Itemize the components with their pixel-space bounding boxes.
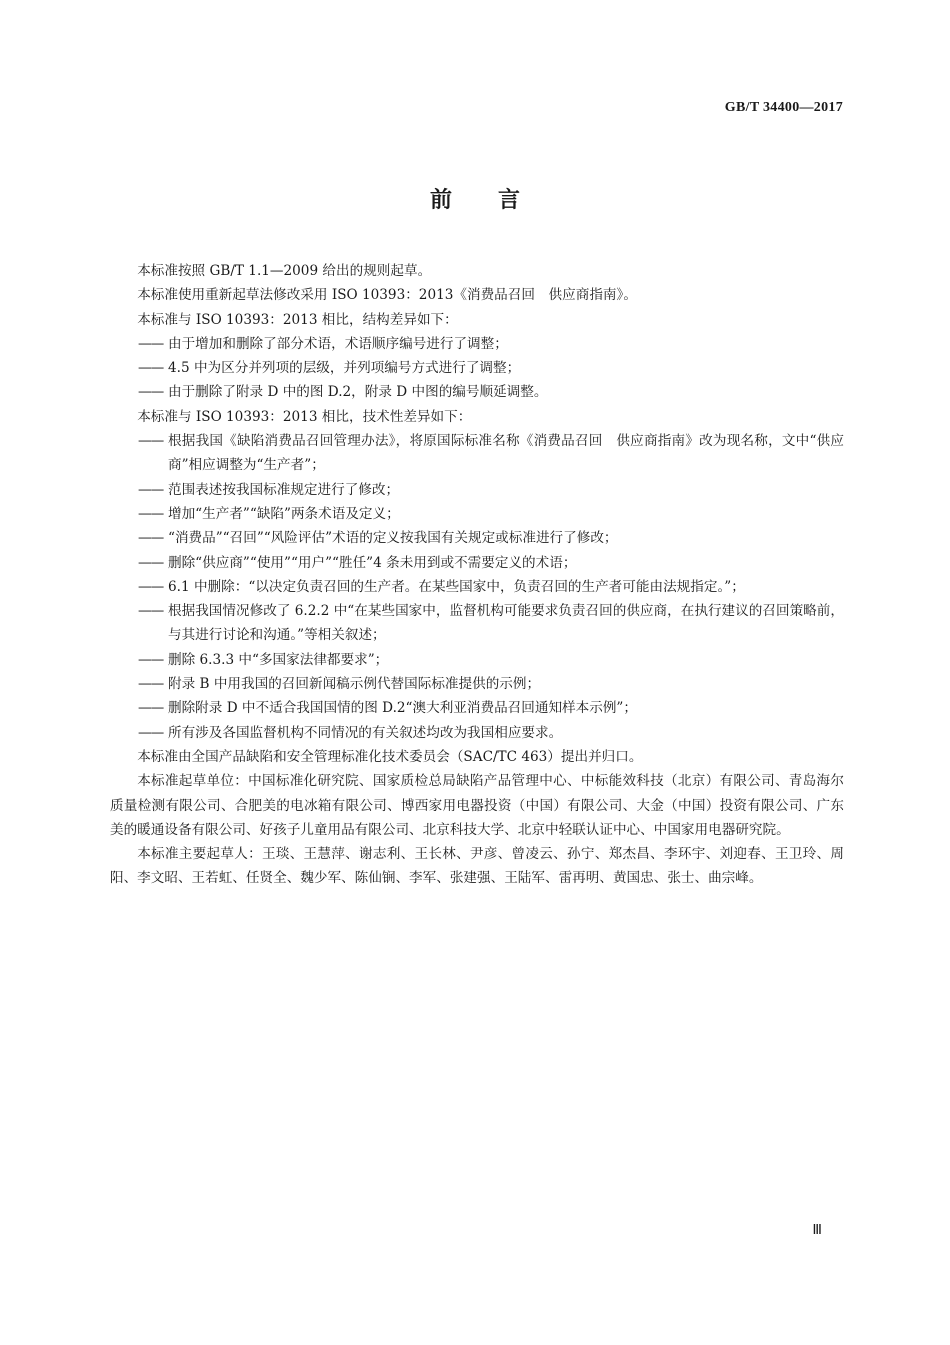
foreword-body — [110, 259, 844, 891]
paragraph-adoption: 本标准使用重新起草法修改采用 ISO 10393：2013《消费品召回 供应商指南》。 — [137, 287, 637, 304]
list-item: —— 根据我国情况修改了 6.2.2 中“在某些国家中，监督机构可能要求负责召回的供应商，在执行建议的召回策略前，与其进行讨论和沟通。”等相关叙述； — [138, 603, 844, 644]
paragraph-drafters: 本标准主要起草人：王琰、王慧萍、谢志利、王长林、尹彦、曾凌云、孙宁、郑杰昌、李环宇、刘迎春、王卫玲、周阳、李文昭、王若虹、任贤全、魏少军、陈仙锎、李军、张建强、王陆军、雷再明、黄国忠、张士、曲宗峰。 — [110, 846, 844, 887]
list-item: —— 附录 B 中用我国的召回新闻稿示例代替国际标准提供的示例； — [138, 676, 541, 693]
page-title: 前言 — [429, 188, 566, 213]
paragraph-drafting-organizations: 本标准起草单位：中国标准化研究院、国家质检总局缺陷产品管理中心、中标能效科技（北京）有限公司、青岛海尔质量检测有限公司、合肥美的电冰箱有限公司、博西家用电器投资（中国）有限公司、大金（中国）投资有限公司、广东美的暖通设备有限公司、好孩子儿童用品有限公司、北京科技大学、北京中轻联认证中心、中国家用电器研究院。 — [110, 773, 844, 838]
list-item: —— “消费品”“召回”“风险评估”术语的定义按我国有关规定或标准进行了修改； — [138, 530, 618, 547]
list-item: —— 4.5 中为区分并列项的层级，并列项编号方式进行了调整； — [138, 360, 521, 377]
list-item: —— 删除 6.3.3 中“多国家法律都要求”； — [138, 651, 389, 668]
list-item: —— 根据我国《缺陷消费品召回管理办法》，将原国际标准名称《消费品召回 供应商指南》改为现名称，文中“供应商”相应调整为“生产者”； — [138, 433, 844, 474]
list-item: —— 删除“供应商”“使用”“用户”“胜任”4 条未用到或不需要定义的术语； — [138, 554, 577, 571]
standard-number: GB/T 34400—2017 — [724, 100, 843, 115]
list-item: —— 由于删除了附录 D 中的图 D.2，附录 D 中图的编号顺延调整。 — [138, 384, 548, 401]
paragraph-drafting-rules: 本标准按照 GB/T 1.1—2009 给出的规则起草。 — [137, 263, 432, 279]
paragraph-structural-intro: 本标准与 ISO 10393：2013 相比，结构差异如下： — [137, 311, 458, 328]
paragraph-technical-intro: 本标准与 ISO 10393：2013 相比，技术性差异如下： — [137, 408, 472, 425]
list-item: —— 所有涉及各国监督机构不同情况的有关叙述均改为我国相应要求。 — [138, 724, 563, 741]
paragraph-proposer: 本标准由全国产品缺陷和安全管理标准化技术委员会（SAC/TC 463）提出并归口。 — [137, 748, 643, 765]
list-item: —— 范围表述按我国标准规定进行了修改； — [138, 481, 400, 498]
list-item: —— 删除附录 D 中不适合我国国情的图 D.2“澳大利亚消费品召回通知样本示例”； — [138, 700, 637, 717]
page-number: Ⅲ — [812, 1223, 822, 1238]
list-item: —— 6.1 中删除：“以决定负责召回的生产者。在某些国家中，负责召回的生产者可能由法规指定。”； — [138, 578, 745, 595]
list-item: —— 增加“生产者”“缺陷”两条术语及定义； — [138, 505, 400, 522]
list-item: —— 由于增加和删除了部分术语，术语顺序编号进行了调整； — [138, 335, 508, 352]
